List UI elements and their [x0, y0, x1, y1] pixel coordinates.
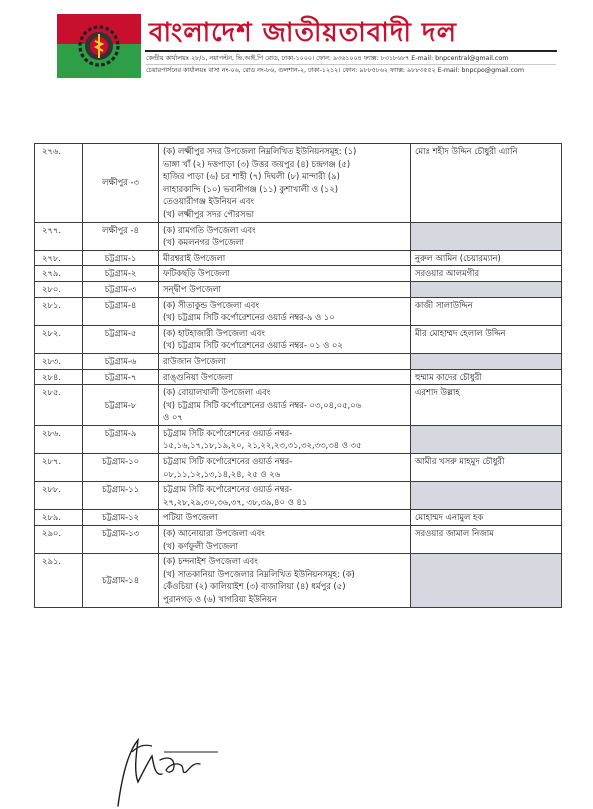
constituency-name: চট্টগ্রাম-১১: [83, 482, 159, 510]
constituency-table: [34, 143, 562, 608]
party-name-title: বাংলাদেশ জাতীয়তাবাদী দল: [149, 18, 457, 48]
candidate-name: নুরুল আমিন (চেয়ারম্যান): [411, 250, 562, 266]
constituency-area: [159, 325, 411, 353]
constituency-name: চট্টগ্রাম-৪: [83, 297, 159, 325]
area-line: (ক) চন্দনাইশ উপজেলা এবং: [163, 556, 258, 567]
area-line: (খ) সাতকানিয়া উপজেলার নিম্নলিখিত ইউনিয়নসমূহ: (ক): [163, 568, 355, 579]
row-serial-number: ২৮৫.: [35, 385, 83, 426]
party-flag-logo-icon: [57, 14, 141, 78]
row-serial-number: ২৮১.: [35, 297, 83, 325]
table-row: [35, 325, 562, 353]
area-line: (ক) লক্ষ্মীপুর সদর উপজেলা নিম্নলিখিত ইউনিয়নসমূহ: (১): [163, 146, 357, 156]
candidate-cell-empty: [411, 482, 562, 510]
area-line: পুরানগড় ও (৬) খাগরিয়া ইউনিয়ন: [163, 594, 277, 604]
table-row: [35, 297, 562, 325]
candidate-cell-empty: [411, 554, 562, 607]
area-line: (ক) সীতাকুন্ড উপজেলা এবং: [163, 299, 259, 310]
table-row: [35, 510, 562, 526]
area-line: ভাঙ্গা খাঁ (২) দত্তপাড়া (৩) উত্তর জয়পুর (৪) চন্দ্রগঞ্জ (৫): [163, 158, 351, 169]
row-serial-number: ২৮৬.: [35, 425, 83, 453]
letterhead: [57, 14, 557, 80]
handwritten-signature: [108, 716, 226, 808]
area-line: ফটিকছড়ি উপজেলা: [163, 268, 230, 279]
constituency-name: চট্টগ্রাম-১৪: [83, 554, 159, 607]
area-line: (খ) কমলনগর উপজেলা: [163, 237, 244, 248]
table-row: [35, 266, 562, 282]
constituency-name: চট্টগ্রাম-১৩: [83, 526, 159, 554]
constituency-area: [159, 425, 411, 453]
area-line: (খ) চট্টগ্রাম সিটি কর্পোরেশনের ওয়ার্ড নম্বর-৯ ও ১০: [163, 312, 335, 323]
candidate-name: কাজী সালাউদ্দিন: [411, 297, 562, 325]
area-line: রাউজান উপজেলা: [163, 355, 226, 366]
constituency-name: চট্টগ্রাম-৬: [83, 353, 159, 369]
constituency-area: [159, 385, 411, 426]
area-line: (ক) আনোয়ারা উপজেলা এবং: [163, 528, 265, 539]
area-line: চট্টগ্রাম সিটি কর্পোরেশনের ওয়ার্ড নম্বর-: [163, 484, 293, 495]
constituency-area: [159, 222, 411, 250]
row-serial-number: ২৭৯.: [35, 266, 83, 282]
table-row: [35, 425, 562, 453]
candidate-name: আমীর খসরু মাহমুদ চৌধুরী: [411, 454, 562, 482]
area-line: রাঙ্গুনিয়া উপজেলা: [163, 371, 233, 382]
area-line: হাজির পাড়া (৬) চর শাহী (৭) দিঘলী (৮) মান্দারী (৯): [163, 171, 340, 182]
area-line: ২৭,২৮,২৯,৩০,৩৬,৩৭, ৩৮,৩৯,৪০ ও ৪১: [163, 496, 308, 507]
area-line: (খ) চট্টগ্রাম সিটি কর্পোরেশনের ওয়ার্ড নম্বর- ০৩,০৪,০৫,০৬: [163, 399, 362, 410]
table-row: [35, 526, 562, 554]
constituency-area: [159, 266, 411, 282]
area-line: (খ) লক্ষ্মীপুর সদর পৌরসভা: [163, 208, 255, 219]
candidate-name: হুম্মাম কাদের চৌধুরী: [411, 369, 562, 385]
constituency-area: [159, 144, 411, 223]
constituency-name: লক্ষীপুর -৪: [83, 222, 159, 250]
area-line: তেওয়ারীগঞ্জ ইউনিয়ন এবং: [163, 196, 255, 207]
table-row: [35, 554, 562, 607]
area-line: চট্টগ্রাম সিটি কর্পোরেশনের ওয়ার্ড নম্বর-: [163, 456, 293, 467]
row-serial-number: ২৮৪.: [35, 369, 83, 385]
area-line: মীরশ্বরাই উপজেলা: [163, 252, 226, 263]
candidate-cell-empty: [411, 281, 562, 297]
row-serial-number: ২৭৭.: [35, 222, 83, 250]
constituency-area: [159, 526, 411, 554]
area-line: (ক) বোয়ালখালী উপজেলা এবং: [163, 387, 271, 398]
area-line: সন্দ্বীপ উপজেলা: [163, 283, 221, 294]
candidate-name: মোঃ শহীদ উদ্দিন চৌধুরী এ্যানি: [411, 144, 562, 223]
constituency-name: চট্টগ্রাম-৮: [83, 385, 159, 426]
area-line: (খ) চট্টগ্রাম সিটি কর্পোরেশনের ওয়ার্ড নম্বর- ০১ ও ০২: [163, 340, 343, 351]
candidate-cell-empty: [411, 353, 562, 369]
table-row: [35, 144, 562, 223]
candidate-name: সরওয়ার জামাল নিজাম: [411, 526, 562, 554]
address-divider: [146, 64, 556, 65]
area-line: লাহারকান্দি (১০) ভবানীগঞ্জ (১১) কুশাখালী ও (১২): [163, 183, 339, 194]
area-line: কেঁওচিয়া (২) কালিয়াইশ (৩) বাজালিয়া (৪) ধর্মপুর (৫): [163, 581, 346, 592]
row-serial-number: ২৮৮.: [35, 482, 83, 510]
area-line: ১৫,১৬,১৭,১৮,১৯,২০, ২১,২২,২৩,৩১,৩২,৩৩,৩৪ ও ৩৫: [163, 440, 362, 451]
central-office-address: কেন্দ্রীয় কার্যালয়ঃ ২৮/১, নয়াপল্টন, ভি.আই.পি রোড, ঢাকা-১০০০। ফোন: ৯৩৬১০০৪ ফ্যাক্স: ৮৩১৮৬৮৭ E-mail: bnpcentral@gmail.com: [146, 55, 509, 62]
table-row: [35, 222, 562, 250]
constituency-area: [159, 482, 411, 510]
row-serial-number: ২৮০.: [35, 281, 83, 297]
header-rule: [145, 50, 557, 52]
constituency-name: চট্টগ্রাম-৭: [83, 369, 159, 385]
table-row: [35, 369, 562, 385]
constituency-name: লক্ষীপুর -৩: [83, 144, 159, 223]
constituency-area: [159, 454, 411, 482]
area-line: পটিয়া উপজেলা: [163, 512, 218, 523]
constituency-name: চট্টগ্রাম-২: [83, 266, 159, 282]
row-serial-number: ২৯০.: [35, 526, 83, 554]
row-serial-number: ২৭৬.: [35, 144, 83, 223]
area-line: চট্টগ্রাম সিটি কর্পোরেশনের ওয়ার্ড নম্বর-: [163, 427, 293, 438]
constituency-name: চট্টগ্রাম-১২: [83, 510, 159, 526]
row-serial-number: ২৮৩.: [35, 353, 83, 369]
constituency-name: চট্টগ্রাম-১: [83, 250, 159, 266]
table-row: [35, 281, 562, 297]
constituency-name: চট্টগ্রাম-৯: [83, 425, 159, 453]
constituency-area: [159, 369, 411, 385]
constituency-area: [159, 281, 411, 297]
table-row: [35, 385, 562, 426]
chairperson-office-address: চেয়ারপার্সনের কার্যালয়ঃ বাসা নং-০৬, রোড নং-৮৬, গুলশান-২, ঢাকা-১২১২। ফোন: ৯৮৮৫৮৬২ ফ্যাক্স: ৯৮৮৩৫৫২ E-mail: bnpcpo@gmail.com: [146, 67, 525, 74]
area-line: ও ০৭: [163, 412, 183, 423]
area-line: (খ) কর্ণফুলী উপজেলা: [163, 540, 238, 551]
table-row: [35, 482, 562, 510]
constituency-name: চট্টগ্রাম-৫: [83, 325, 159, 353]
row-serial-number: ২৭৮.: [35, 250, 83, 266]
constituency-table-body: [35, 144, 562, 608]
candidate-cell-empty: [411, 222, 562, 250]
constituency-name: চট্টগ্রাম-১০: [83, 454, 159, 482]
candidate-cell-empty: [411, 425, 562, 453]
constituency-area: [159, 510, 411, 526]
candidate-name: মীর মোহাম্মদ হেলাল উদ্দিন: [411, 325, 562, 353]
candidate-name: মোহাম্মদ এনামুল হক: [411, 510, 562, 526]
candidate-name: এরশাদ উল্লাহ: [411, 385, 562, 426]
table-row: [35, 353, 562, 369]
row-serial-number: ২৮২.: [35, 325, 83, 353]
constituency-area: [159, 297, 411, 325]
area-line: (ক) রামগতি উপজেলা এবং: [163, 224, 256, 235]
row-serial-number: ২৮৯.: [35, 510, 83, 526]
area-line: ০৮,১১,১২,১৩,১৪,২৪, ২৫ ও ২৬: [163, 468, 281, 479]
area-line: (ক) হাটহাজারী উপজেলা এবং: [163, 327, 265, 338]
row-serial-number: ২৮৭.: [35, 454, 83, 482]
constituency-area: [159, 554, 411, 607]
constituency-area: [159, 250, 411, 266]
constituency-name: চট্টগ্রাম-৩: [83, 281, 159, 297]
row-serial-number: ২৯১.: [35, 554, 83, 607]
candidate-name: সরওয়ার আলমগীর: [411, 266, 562, 282]
table-row: [35, 454, 562, 482]
constituency-area: [159, 353, 411, 369]
table-row: [35, 250, 562, 266]
